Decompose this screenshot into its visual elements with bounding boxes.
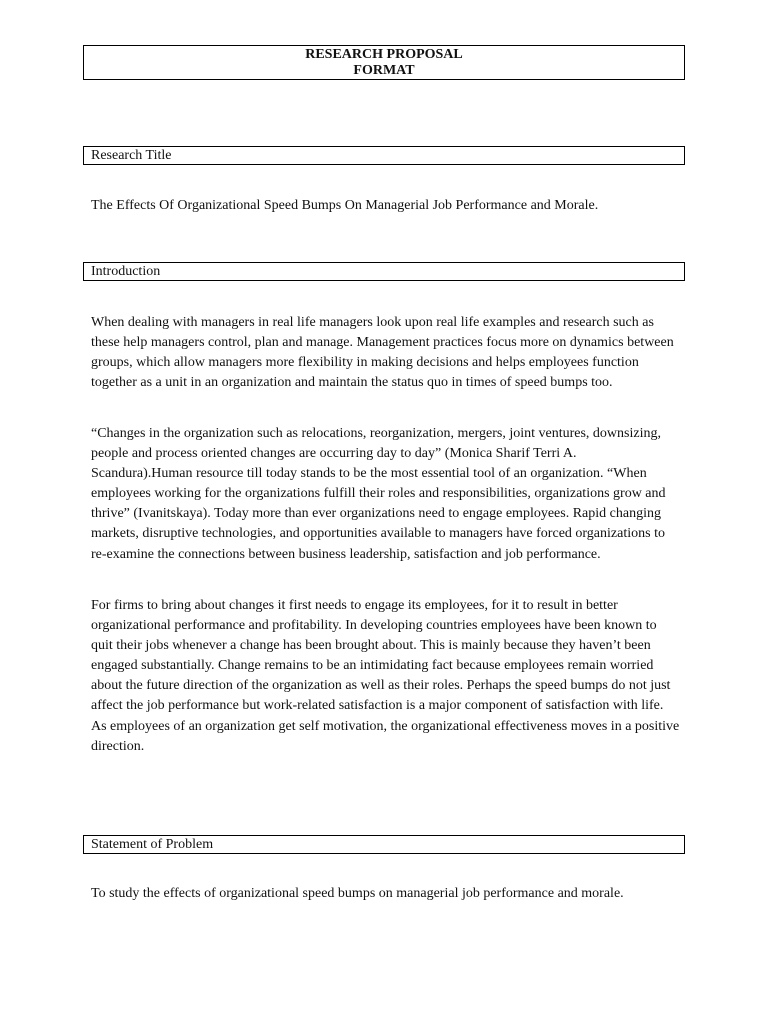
introduction-paragraph-1: When dealing with managers in real life managers look upon real life examples and research such as these help managers control, plan and manage. Management practices focus more on dynamics between groups, which allow managers more flexibility in making decisions and helps employees function together as a unit in an organization and maintain the status quo in times of speed bumps too. — [91, 315, 674, 391]
document-title-line-2: FORMAT — [353, 63, 415, 78]
introduction-paragraph-2: “Changes in the organization such as relocations, reorganization, mergers, joint ventures, downsizing, people and process oriented changes are occurring day to day” (Monica Sharif Terri A. Scandura).Human resource till today stands to be the most essential tool of an organization. “When employees working for the organizations fulfill their roles and responsibilities, organizations grow and thrive” (Ivanitskaya). Today more than ever organizations need to engage employees. Rapid changing markets, disruptive technologies, and opportunities available to managers have forced organizations to re-examine the connections between business leadership, satisfaction and job performance. — [91, 426, 666, 562]
introduction-paragraph-3: For firms to bring about changes it first needs to engage its employees, for it to result in better organizational performance and profitability. In developing countries employees have been known to quit their jobs whenever a change has been brought about. This is mainly because they haven’t been engaged substantially. Change remains to be an intimidating fact because employees remain worried about the future direction of the organization as well as their roles. Perhaps the speed bumps do not just affect the job performance but work-related satisfaction is a major component of satisfaction with life. As employees of an organization get self motivation, the organizational effectiveness moves in a positive direction. — [91, 598, 680, 754]
section-heading-research-title: Research Title — [83, 146, 685, 165]
section-heading-statement-of-problem: Statement of Problem — [83, 835, 685, 854]
statement-of-problem-text: To study the effects of organizational speed bumps on managerial job performance and morale. — [91, 886, 624, 901]
research-title-text: The Effects Of Organizational Speed Bumps On Managerial Job Performance and Morale. — [91, 198, 599, 213]
document-title-line-1: RESEARCH PROPOSAL — [305, 47, 463, 62]
document-title-box — [83, 45, 685, 80]
section-heading-introduction: Introduction — [83, 262, 685, 281]
